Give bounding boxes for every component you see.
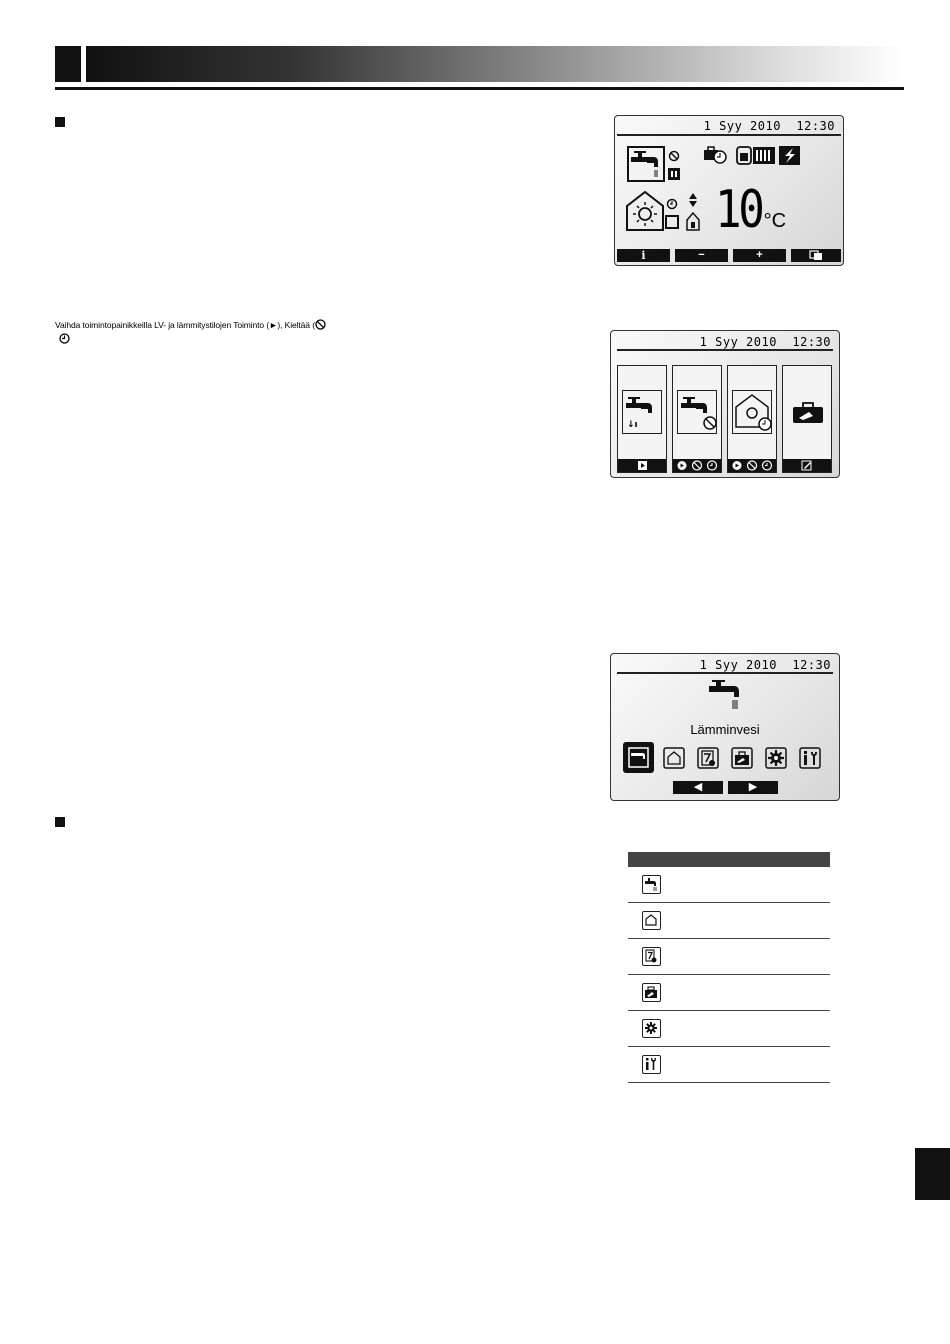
table-row xyxy=(628,975,830,1011)
f1-info-button[interactable] xyxy=(617,249,670,262)
lcd-time: 12:30 xyxy=(796,119,835,133)
prohibit-icon xyxy=(315,319,326,330)
room-temperature xyxy=(715,180,786,240)
f1-label: i xyxy=(641,249,646,262)
panel-status-bar xyxy=(783,459,831,472)
panel-holiday-mode[interactable] xyxy=(782,365,832,473)
section-bullet-2 xyxy=(55,817,65,827)
timer-icon xyxy=(59,333,70,344)
lcd-datetime xyxy=(700,658,831,672)
service-icon xyxy=(642,1055,661,1074)
tank-heater-booster-icon xyxy=(736,144,804,166)
holiday-timer-icon xyxy=(703,145,729,165)
section-title-bar xyxy=(86,46,904,82)
menu-schedule-button[interactable] xyxy=(697,747,719,774)
heating-house-icon xyxy=(625,190,705,234)
hot-water-icon xyxy=(623,742,654,773)
holiday-suitcase-icon xyxy=(792,402,824,429)
lcd-date: 1 Syy 2010 xyxy=(699,658,777,672)
lcd-date: 1 Syy 2010 xyxy=(699,335,777,349)
lcd-main-screen xyxy=(614,115,844,266)
hot-water-tap-icon xyxy=(627,146,697,188)
lcd-rule xyxy=(617,134,841,136)
header-divider xyxy=(55,87,904,90)
dhw-prohibit-icon xyxy=(677,390,717,434)
panel-status-bar xyxy=(728,459,776,472)
instruction-text-part2: ), Kieltää ( xyxy=(277,320,315,330)
menu-settings-button[interactable] xyxy=(765,747,787,774)
menu-heating-button[interactable] xyxy=(663,747,685,774)
nav-left-button[interactable] xyxy=(673,781,723,794)
menu-holiday-button[interactable] xyxy=(731,747,753,774)
temperature-value: 10 xyxy=(715,180,762,240)
hot-water-icon xyxy=(642,875,661,894)
menu-service-button[interactable] xyxy=(799,747,821,774)
lcd-datetime xyxy=(704,119,835,133)
svg-text:↓ı: ↓ı xyxy=(627,420,638,430)
service-icon xyxy=(799,747,821,769)
schedule-icon xyxy=(642,947,661,966)
panel-status-bar xyxy=(673,459,721,472)
table-row xyxy=(628,1047,830,1083)
menu-icon-table xyxy=(628,852,830,1083)
instruction-text xyxy=(55,319,326,344)
lcd-datetime xyxy=(700,335,831,349)
menu-dhw-button[interactable] xyxy=(623,742,654,773)
instruction-text-part1: Vaihda toimintopainikkeilla LV- ja lämmitystilojen Toiminto ( xyxy=(55,320,270,330)
table-row xyxy=(628,939,830,975)
f2-label: − xyxy=(698,249,705,261)
section-number-box xyxy=(55,46,81,82)
lcd-time: 12:30 xyxy=(792,658,831,672)
temperature-unit: °C xyxy=(763,210,787,232)
nav-right-button[interactable] xyxy=(728,781,778,794)
f3-label: + xyxy=(756,249,763,261)
heating-timer-icon xyxy=(732,390,772,434)
panel-forced-dhw[interactable] xyxy=(617,365,667,473)
panel-heating-mode[interactable] xyxy=(727,365,777,473)
table-row xyxy=(628,903,830,939)
lcd-mode-screen xyxy=(610,330,840,478)
settings-icon xyxy=(642,1019,661,1038)
menu-icon-row xyxy=(623,742,833,774)
table-header-row xyxy=(628,852,830,867)
lcd-date: 1 Syy 2010 xyxy=(703,119,781,133)
play-symbol: ► xyxy=(269,320,278,330)
f2-minus-button[interactable] xyxy=(675,249,728,262)
house-icon xyxy=(642,911,661,930)
forced-dhw-icon xyxy=(622,390,662,434)
table-row xyxy=(628,867,830,903)
settings-icon xyxy=(765,747,787,769)
table-header-cell xyxy=(628,852,674,867)
f4-menu-button[interactable] xyxy=(791,249,841,262)
section-bullet-1 xyxy=(55,117,65,127)
panel-dhw-mode[interactable] xyxy=(672,365,722,473)
screen-switch-icon xyxy=(809,250,823,261)
nav-left-label: ◀ xyxy=(693,781,703,793)
nav-right-label: ▶ xyxy=(748,781,758,793)
hot-water-large-icon xyxy=(707,678,747,710)
holiday-icon xyxy=(731,747,753,769)
menu-item-label: Lämminvesi xyxy=(690,722,760,737)
table-row xyxy=(628,1011,830,1047)
holiday-icon xyxy=(642,983,661,1002)
chapter-tab xyxy=(915,1148,950,1200)
house-icon xyxy=(663,747,685,769)
schedule-icon xyxy=(697,747,719,769)
lcd-time: 12:30 xyxy=(792,335,831,349)
lcd-rule xyxy=(617,349,833,351)
table-header-cell xyxy=(674,852,830,867)
f3-plus-button[interactable] xyxy=(733,249,786,262)
lcd-menu-screen xyxy=(610,653,840,801)
lcd-rule xyxy=(617,672,833,674)
panel-status-bar xyxy=(618,459,666,472)
